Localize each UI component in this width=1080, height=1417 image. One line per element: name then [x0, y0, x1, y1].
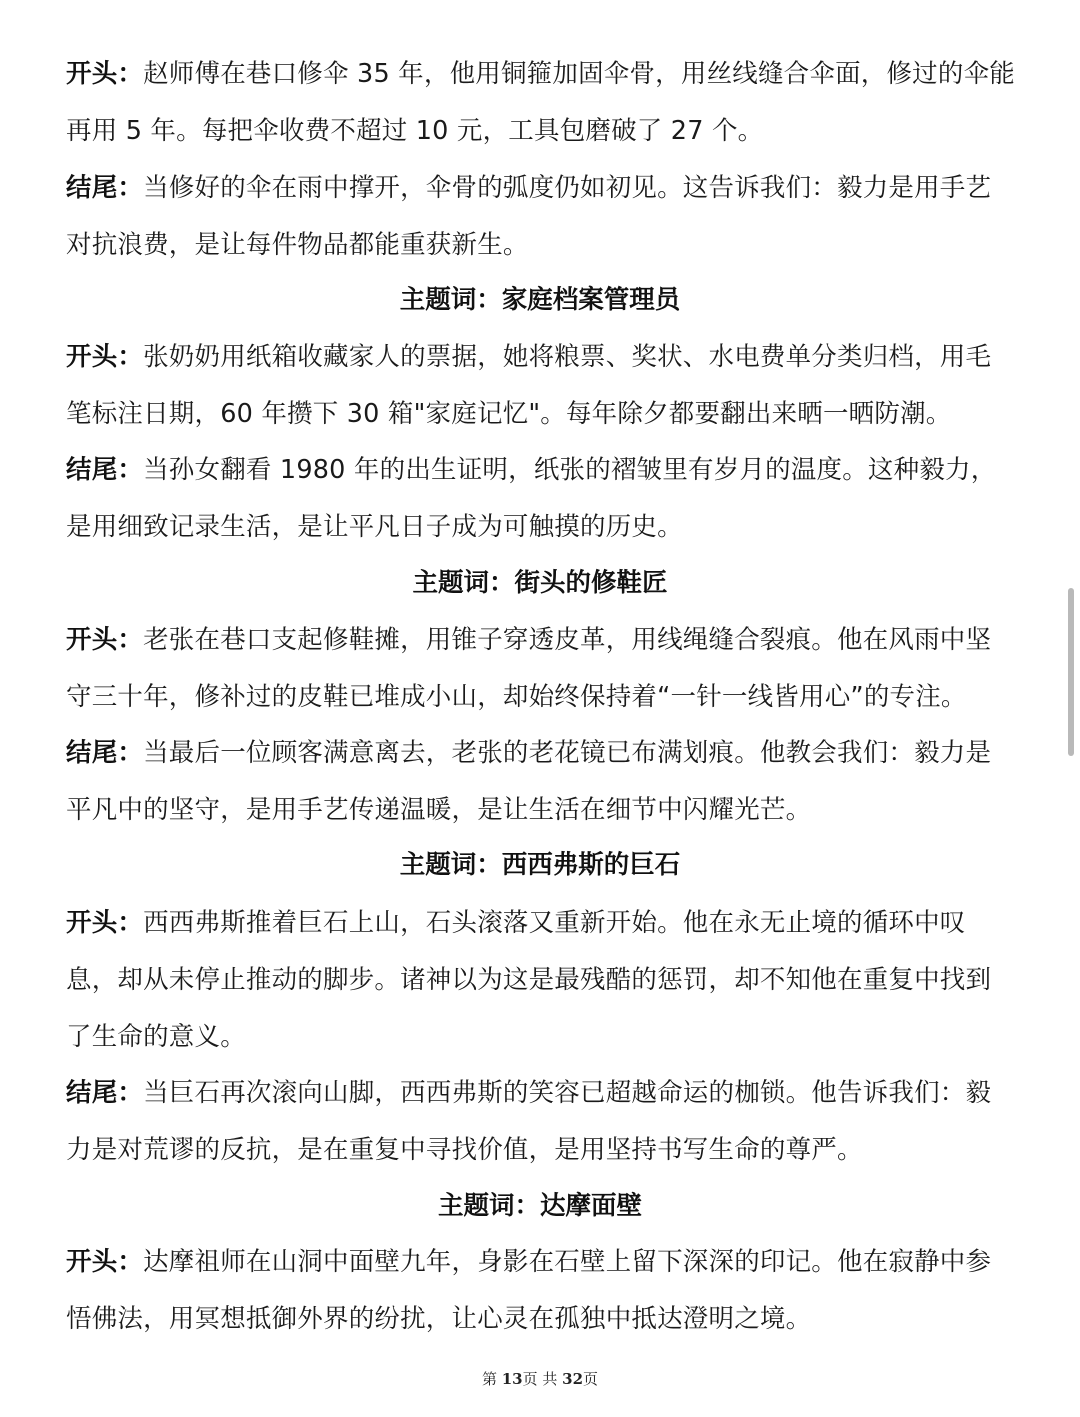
ending-label: 结尾: [66, 173, 118, 203]
total-page-count: 32: [562, 1370, 584, 1388]
section-heading: 主题词：达摩面壁: [437, 1191, 642, 1221]
opening-text: 老张在巷口支起修鞋摊，用锥子穿透皮革，用线绳缝合裂痕。他在风雨中坚守三十年，修补过的皮鞋已堆成小山，却始终保持着“一针一线皆用心”的专注。: [66, 625, 992, 712]
opening-label: 开头: [66, 908, 118, 938]
opening-text: 张奶奶用纸箱收藏家人的票据，她将粮票、奖状、水电费单分类归档，用毛笔标注日期，60 年攒下 30 箱"家庭记忆"。每年除夕都要翻出来晒一晒防潮。: [66, 342, 992, 429]
ending-text: 当孙女翻看 1980 年的出生证明，纸张的褶皱里有岁月的温度。这种毅力，是用细致记录生活，是让平凡日子成为可触摸的历史。: [66, 455, 997, 542]
ending-paragraph: 结尾：当巨石再次滚向山脚，西西弗斯的笑容已超越命运的枷锁。他告诉我们：毅力是对荒谬的反抗，是在重复中寻找价值，是用坚持书写生命的尊严。: [66, 1078, 992, 1165]
section-heading: 主题词：西西弗斯的巨石: [399, 850, 681, 880]
opening-text: 西西弗斯推着巨石上山，石头滚落又重新开始。他在永无止境的循环中叹息，却从未停止推动的脚步。诸神以为这是最残酷的惩罚，却不知他在重复中找到了生命的意义。: [66, 908, 992, 1052]
ending-text: 当修好的伞在雨中撑开，伞骨的弧度仍如初见。这告诉我们：毅力是用手艺对抗浪费，是让每件物品都能重获新生。: [66, 173, 992, 260]
section-heading: 主题词：家庭档案管理员: [399, 285, 681, 315]
page-number-footer: 第 13页 共 32页: [481, 1370, 599, 1388]
ending-text: 当巨石再次滚向山脚，西西弗斯的笑容已超越命运的枷锁。他告诉我们：毅力是对荒谬的反抗，是在重复中寻找价值，是用坚持书写生命的尊严。: [66, 1078, 992, 1165]
opening-paragraph: 开头：赵师傅在巷口修伞 35 年，他用铜箍加固伞骨，用丝线缝合伞面，修过的伞能再用 5 年。每把伞收费不超过 10 元，工具包磨破了 27 个。: [66, 59, 1015, 146]
ending-text: 当最后一位顾客满意离去，老张的老花镜已布满划痕。他教会我们：毅力是平凡中的坚守，是用手艺传递温暖，是让生活在细节中闪耀光芒。: [66, 738, 992, 825]
current-page-number: 13: [501, 1370, 523, 1388]
ending-label: 结尾: [66, 455, 118, 485]
opening-text: 赵师傅在巷口修伞 35 年，他用铜箍加固伞骨，用丝线缝合伞面，修过的伞能再用 5 年。每把伞收费不超过 10 元，工具包磨破了 27 个。: [66, 59, 1015, 146]
opening-label: 开头: [66, 342, 118, 372]
ending-paragraph: 结尾：当最后一位顾客满意离去，老张的老花镜已布满划痕。他教会我们：毅力是平凡中的坚守，是用手艺传递温暖，是让生活在细节中闪耀光芒。: [66, 738, 992, 825]
opening-paragraph: 开头：老张在巷口支起修鞋摊，用锥子穿透皮革，用线绳缝合裂痕。他在风雨中坚守三十年，修补过的皮鞋已堆成小山，却始终保持着“一针一线皆用心”的专注。: [66, 625, 992, 712]
opening-label: 开头: [66, 625, 118, 655]
opening-label: 开头: [66, 1247, 118, 1277]
opening-paragraph: 开头：西西弗斯推着巨石上山，石头滚落又重新开始。他在永无止境的循环中叹息，却从未停止推动的脚步。诸神以为这是最残酷的惩罚，却不知他在重复中找到了生命的意义。: [66, 908, 992, 1052]
ending-label: 结尾: [66, 738, 118, 768]
ending-paragraph: 结尾：当孙女翻看 1980 年的出生证明，纸张的褶皱里有岁月的温度。这种毅力，是用细致记录生活，是让平凡日子成为可触摸的历史。: [66, 455, 997, 542]
scrollbar-thumb[interactable]: [1068, 588, 1074, 756]
opening-text: 达摩祖师在山洞中面壁九年，身影在石壁上留下深深的印记。他在寂静中参悟佛法，用冥想抵御外界的纷扰，让心灵在孤独中抵达澄明之境。: [66, 1247, 992, 1334]
ending-paragraph: 结尾：当修好的伞在雨中撑开，伞骨的弧度仍如初见。这告诉我们：毅力是用手艺对抗浪费，是让每件物品都能重获新生。: [66, 173, 992, 260]
ending-label: 结尾: [66, 1078, 118, 1108]
opening-paragraph: 开头：张奶奶用纸箱收藏家人的票据，她将粮票、奖状、水电费单分类归档，用毛笔标注日期，60 年攒下 30 箱"家庭记忆"。每年除夕都要翻出来晒一晒防潮。: [66, 342, 992, 429]
opening-paragraph: 开头：达摩祖师在山洞中面壁九年，身影在石壁上留下深深的印记。他在寂静中参悟佛法，用冥想抵御外界的纷扰，让心灵在孤独中抵达澄明之境。: [66, 1247, 992, 1334]
opening-label: 开头: [66, 59, 118, 89]
section-heading: 主题词：街头的修鞋匠: [412, 568, 668, 598]
